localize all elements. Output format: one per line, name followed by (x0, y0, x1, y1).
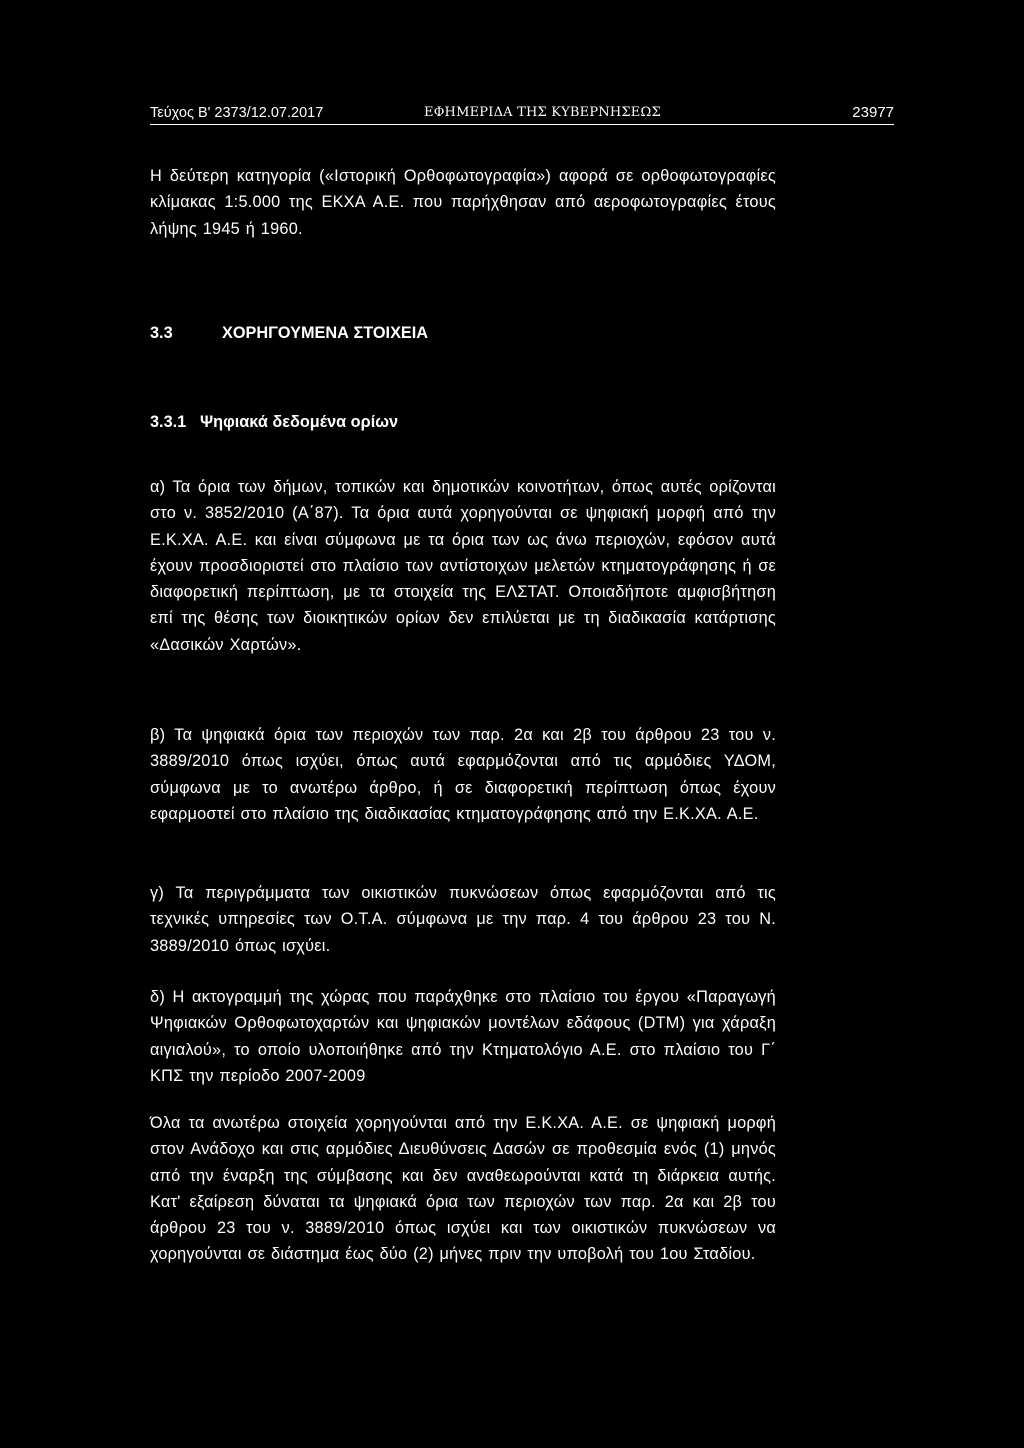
subsection-number: 3.3.1 (150, 413, 187, 431)
section-title: ΧΟΡΗΓΟΥΜΕΝΑ ΣΤΟΙΧΕΙΑ (222, 324, 429, 342)
subsection-heading (150, 410, 398, 434)
subsection-title: Ψηφιακά δεδομένα ορίων (200, 413, 399, 431)
item-a-paragraph: α) Τα όρια των δήμων, τοπικών και δημοτικών κοινοτήτων, όπως αυτές ορίζονται στο ν. 3852/2010 (Α΄87). Τα όρια αυτά χορηγούνται σε ψηφιακή μορφή από την Ε.Κ.ΧΑ. Α.Ε. και είναι σύμφωνα με τα όρια των ως άνω περιοχών, εφόσον αυτά έχουν προσδιοριστεί στο πλαίσιο των αντίστοιχων μελετών κτηματογράφησης ή σε διαφορετική περίπτωση, με τα στοιχεία της ΕΛΣΤΑΤ. Οποιαδήποτε αμφισβήτηση επί της θέσης των διοικητικών ορίων δεν επιλύεται με τη διαδικασία κατάρτισης «Δασικών Χαρτών». (150, 478, 776, 654)
page-number: 23977 (852, 104, 894, 121)
gazette-title: ΕΦΗΜΕΡΙΔΑ ΤΗΣ ΚΥΒΕΡΝΗΣΕΩΣ (424, 105, 661, 120)
page-header (150, 100, 894, 125)
intro-paragraph: Η δεύτερη κατηγορία («Ιστορική Ορθοφωτογραφία») αφορά σε ορθοφωτογραφίες κλίμακας 1:5.000 της ΕΚΧΑ Α.Ε. που παρήχθησαν από αεροφωτογραφίες έτους λήψης 1945 ή 1960. (150, 167, 776, 238)
issue-reference: Τεύχος Β' 2373/12.07.2017 (150, 105, 324, 121)
closing-paragraph: Όλα τα ανωτέρω στοιχεία χορηγούνται από την Ε.Κ.ΧΑ. Α.Ε. σε ψηφιακή μορφή στον Ανάδοχο και στις αρμόδιες Διευθύνσεις Δασών σε προθεσμία ενός (1) μηνός από την έναρξη της σύμβασης και δεν αναθεωρούνται κατά τη διάρκεια αυτής. Κατ' εξαίρεση δύναται τα ψηφιακά όρια των περιοχών των παρ. 2α και 2β του άρθρου 23 του ν. 3889/2010 όπως ισχύει και των οικιστικών πυκνώσεων να χορηγούνται σε διάστημα έως δύο (2) μήνες πριν την υποβολή του 1ου Σταδίου. (150, 1114, 776, 1264)
item-b-paragraph: β) Τα ψηφιακά όρια των περιοχών των παρ. 2α και 2β του άρθρου 23 του ν. 3889/2010 όπως ισχύει, όπως αυτά εφαρμόζονται από τις αρμόδιες ΥΔΟΜ, σύμφωνα με το ανωτέρω άρθρο, ή σε διαφορετική περίπτωση όπως έχουν εφαρμοστεί στο πλαίσιο της διαδικασίας κτηματογράφησης από την Ε.Κ.ΧΑ. Α.Ε. (150, 726, 776, 823)
item-d-paragraph: δ) Η ακτογραμμή της χώρας που παράχθηκε στο πλαίσιο του έργου «Παραγωγή Ψηφιακών Ορθοφωτοχαρτών και ψηφιακών μοντέλων εδάφους (DTM) για χάραξη αιγιαλού», το οποίο υλοποιήθηκε από την Κτηματολόγιο Α.Ε. στο πλαίσιο του Γ΄ ΚΠΣ την περίοδο 2007-2009 (150, 988, 776, 1085)
item-c-paragraph: γ) Τα περιγράμματα των οικιστικών πυκνώσεων όπως εφαρμόζονται από τις τεχνικές υπηρεσίες των Ο.Τ.Α. σύμφωνα με την παρ. 4 του άρθρου 23 του Ν. 3889/2010 όπως ισχύει. (150, 884, 776, 955)
section-heading (150, 321, 428, 345)
section-number: 3.3 (150, 324, 173, 342)
